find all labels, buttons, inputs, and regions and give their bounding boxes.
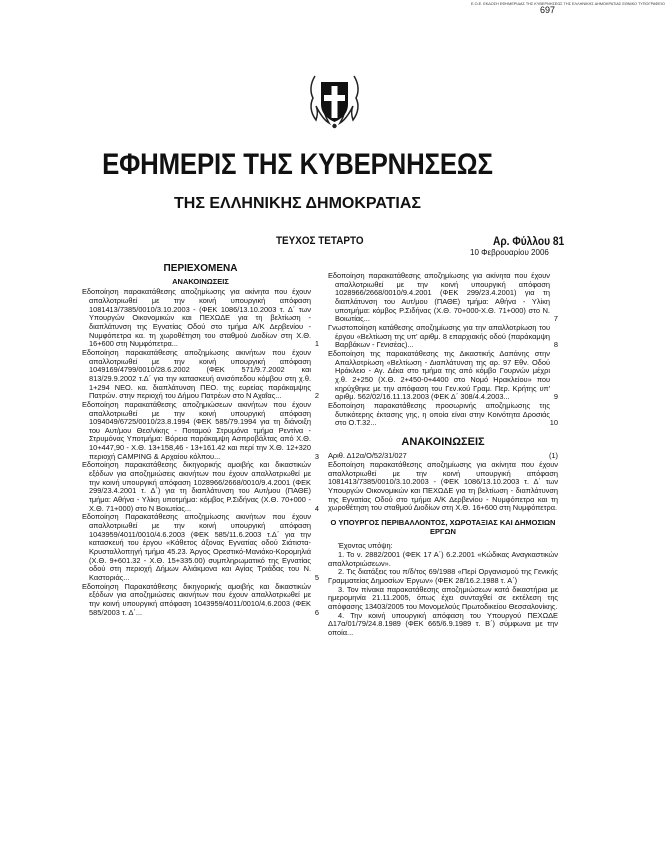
greek-coat-of-arms-icon — [307, 70, 362, 130]
toc-column-left — [82, 265, 319, 617]
toc-entry: Εδοποίηση παρακατάθεσης αποζημίωσης για ακίνητα που έχουν απαλλοτριωθεί με την κοινή υπουργική απόφαση 1081413/7385/0010/3.10.2003 - (ΦΕΚ 1086/13.10.2003 τ. Δ΄ των Υπουργών Οικονομικών και ΠΕΧΩΔΕ για τη βελτίωση - διαπλάτυνση της Εγνατίας Οδού στο τμήμα Α/Κ Δερβενίου - Νυμφόπετρα κα. τη χωροθέτηση του σταθμού Διοδίων στη Χ.Θ. 16+600 στη Νυμφόπετρα... 1 — [82, 287, 319, 349]
sheet-number: Αρ. Φύλλου 81 — [493, 234, 565, 248]
consideration-item: 3. Τον πίνακα παρακατάθεσης αποζημιώσεων κατά δικαστήρια με ημερομηνία 21.11.2005, όπως έχει συνταχθεί σε εκτέλεση της απόφασης 13403/2005 του Μονομελούς Πρωτοδικείου Θεσσαλονίκης. — [328, 584, 558, 611]
having-considered: Έχοντας υπόψη: — [338, 541, 393, 551]
toc-entry: Εδοποίηση παρακατάθεσης αποζημίωσης ακινήτων που έχουν απαλλοτριωθεί με την κοινή υπουργική απόφαση 1049169/4799/0010/28.6.2002 (ΦΕΚ 571/9.7.2002 και 813/29.9.2002 τ.Δ΄ για την κατασκευή ανισόπεδου κόμβου στη χ.θ. 1+294 ΝΕΟ. κα. διαπλάτυνση ΠΕΟ. της ευρείας παράκαμψης Πατρών. στην περιοχή του Δήμου Πατρέων στο Ν Αχαΐας... 2 — [82, 347, 319, 401]
consideration-item: 4. Την κοινή υπουργική απόφαση του Υπουργού ΠΕΧΩΔΕ Δ17α/01/79/24.8.1989 (ΦΕΚ 665/6.9.1989 τ. Β΄) σύμφωνα με την οποία... — [328, 610, 558, 637]
page-number: 697 — [540, 5, 556, 15]
announcement-body: Εδοποίηση παρακατάθεσης αποζημίωσης για ακίνητα που έχουν απαλλοτριωθεί με την κοινή υπουργική απόφαση 1081413/7385/0010/3.10.2003 - (ΦΕΚ 1086/13.10.2003 τ. Δ΄ των Υπουργών Οικονομικών και ΠΕΧΩΔΕ για τη βελτίωση - διαπλάτυνση της Εγνατίας Οδού στο τμήμα Α/Κ Δερβενίου - Νυμφόπετρα και τη χωροθέτηση του σταθμού Διοδίων στη Χ.Θ. 16+600 στη Νυμφόπετρα. — [328, 460, 558, 513]
toc-entry: Εδοποίηση Παρακατάθεσης αποζημίωσης ακινήτων που έχουν απαλλοτριωθεί με την κοινή υπουργική απόφαση 1043959/4011/0010/4.6.2003 (ΦΕΚ 585/11.6.2003 τ.Δ΄ για την κατασκευή του έργου «Κάθετος άξονας Εγνατίας οδού Σιάτιστα-Κρυσταλλοπηγή τμήμα 45.23. Άργος Ορεστικό-Μανιάκο-Κορομηλιά (Χ.Θ. 9+601.32 - Χ.Θ. 15+335.00) συμπληρωματικό της Εγνατίας οδού στη περιοχή Δήμων Αλιάκμονα και Αγίας Τριάδας του Ν. Καστοριάς... 5 — [82, 512, 319, 582]
consideration-item: 2. Τις διατάξεις του π/δ/τος 69/1988 «Περί Οργανισμού της Γενικής Γραμματείας Δημοσίων Έργων» (ΦΕΚ 28/16.2.1988 τ. Α΄) — [328, 567, 558, 585]
toc-column-right — [328, 272, 558, 638]
minister-heading: Ο ΥΠΟΥΡΓΟΣ ΠΕΡΙΒΑΛΛΟΝΤΟΣ, ΧΩΡΟΤΑΞΙΑΣ ΚΑΙ ΔΗΜΟΣΙΩΝ ΕΡΓΩΝ — [330, 518, 556, 536]
issue-label: ΤΕΥΧΟΣ ΤΕΤΑΡΤΟ — [276, 235, 364, 247]
toc-entry: Εδοποίηση παρακατάθεσης αποζημίωσης για ακίνητα που έχουν απαλλοτριωθεί με την κοινή υπουργική απόφαση 1028966/2668/0010/9.4.2001 (ΦΕΚ 299/23.4.2001) για τη διαπλάτυνση του Αυτ/μου (ΠΑΘΕ) τμήμα: Αθήνα - Υλίκη υποτμήμα: κόμβος Ρ.Σιδήνας (Χ.Θ. 70+000-Χ.Θ. 71+000) στο Ν. Βοιωτίας... 7 — [328, 271, 558, 324]
toc-entry: Εδοποίηση Παρακατάθεσης δικηγορικής αμοιβής και δικαστικών εξόδων για αποζημιώσεις ακινήτων που έχουν απαλλοτριωθεί με την κοινή υπουργική απόφαση 1043959/4011/0010/4.6.2003 (ΦΕΚ 585/2003 τ. Δ΄... 6 — [82, 581, 319, 617]
toc-entry: Γνωστοποίηση κατάθεσης αποζημίωσης για την απαλλοτρίωση του έργου «Βελτίωση της υπ' αριθμ. 8 επαρχιακής οδού (παράκαμψη Βαρβάκων - Γενισέας)... 8 — [328, 322, 558, 350]
reference-index: (1) — [548, 451, 558, 461]
publisher-stamp: Ε.Ο.Ε. ΕΚΔΟΣΗ ΕΦΗΜΕΡΙΔΑΣ ΤΗΣ ΚΥΒΕΡΝΗΣΕΩΣ ΤΗΣ ΕΛΛΗΝΙΚΗΣ ΔΗΜΟΚΡΑΤΙΑΣ ΕΘΝΙΚΟ ΤΥΠΟΓΡΑΦΕΙΟ — [471, 2, 665, 6]
toc-entry: Εδοποίηση παρακατάθεσης προσωρινής αποζημίωσης της δυτικότερης έκτασης γης, η οποία είναι στην Κοινότητα Δροσιάς στο Ο.Τ.32... 10 — [328, 400, 558, 428]
consideration-item: 1. Το ν. 2882/2001 (ΦΕΚ 17 Α΄) 6.2.2001 «Κώδικας Αναγκαστικών απαλλοτριώσεων». — [328, 550, 558, 568]
issue-date: 10 Φεβρουαρίου 2006 — [470, 248, 549, 257]
toc-entry: Εδοποίηση παρακατάθεσης αποζημιώσεων ακινήτων που έχουν απαλλοτριωθεί με την κοινή υπουργική απόφαση 1094049/6725/0010/23.8.1994 (ΦΕΚ 585/79.1994 για τη διάνοιξη του Αυτ/μου Θεσ/νίκης - Ποταμού Στρυμόνα τμήμα Ρεντίνα - Στρυμόνας Υποτμήμα: Βόρεια παράκαμψη Ασπροβάλτας από Χ.Θ. 10+447,90 - Χ.Θ. 13+158,46 - 13+161.42 και περί την Χ.Θ. 12+320 περιοχή CAMPING & Αρχαίου κόλπου... 3 — [82, 399, 319, 461]
toc-heading: ΠΕΡΙΕΧΟΜΕΝΑ — [163, 263, 238, 274]
reference-number: Αριθ. Δ12α/Ο/52/31/027 — [328, 451, 407, 461]
toc-entry: Εδοποίηση της παρακατάθεσης της Δικαστικής Δαπάνης στην Απαλλοτρίωση «Βελτίωση - Διαπλάτυνση της αρ. 97 Εθν. Οδού Ηράκλειο - Αγ. Δέκα στο τμήμα της από κόμβο Γουρνών μέχρι χ.θ. 2+250 (Χ.Θ. 2+450-0+4400 στο Νομό Ηρακλείου» που κηρύχθηκε με την απόφαση του Γεν.κού Γραμ. Περ. Κρήτης υπ' αριθμ. 562/02/16.11.13.2003 (ΦΕΚ Δ΄ 308/4.4.2003... 9 — [328, 348, 558, 402]
gazette-title: ΕΦΗΜΕΡΙΣ ΤΗΣ ΚΥΒΕΡΝΗΣΕΩΣ — [102, 148, 493, 181]
toc-subheading: ΑΝΑΚΟΙΝΩΣΕΙΣ — [172, 276, 229, 286]
announcements-heading: ΑΝΑΚΟΙΝΩΣΕΙΣ — [401, 435, 485, 448]
gazette-subtitle: ΤΗΣ ΕΛΛΗΝΙΚΗΣ ΔΗΜΟΚΡΑΤΙΑΣ — [174, 195, 421, 212]
toc-entry: Εδοποίηση παρακατάθεσης δικηγορικής αμοιβής και δικαστικών εξόδων για αποζημιώσεις ακινήτων που έχουν απαλλοτριωθεί με την κοινή υπουργική απόφαση 1028966/2668/0010/9.4.2001 (ΦΕΚ 299/23.4.2001 τ. Δ΄) για τη διαπλάτυνση του Αυτ/μου (ΠΑΘΕ) τμήμα: Αθήνα - Υλίκη υποτμήμα: κόμβος Ρ.Σιδήνας (Χ.Θ. 70+000 - Χ.Θ. 71+000) στο Ν Βοιωτίας... 4 — [82, 460, 319, 513]
